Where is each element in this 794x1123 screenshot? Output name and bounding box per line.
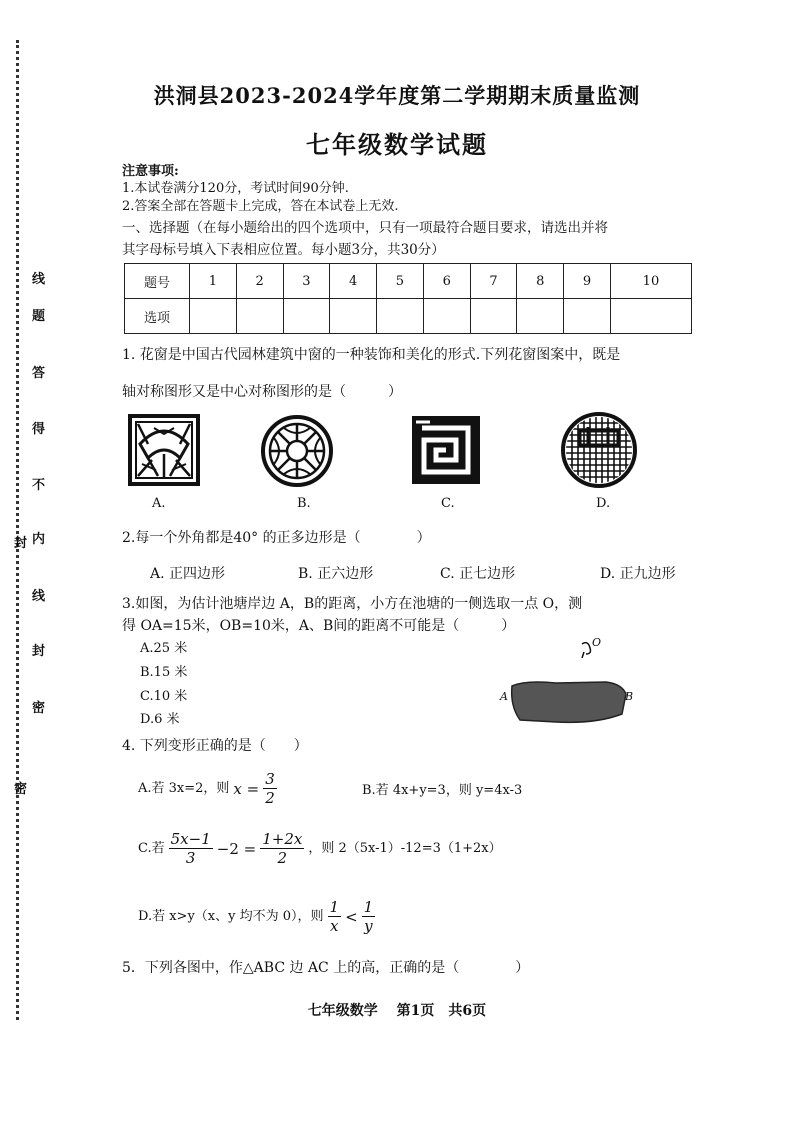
- question-number-cell: 1: [190, 264, 237, 299]
- notes-line: 1.本试卷满分120分，考试时间90分钟.: [122, 181, 349, 196]
- binding-dotted-line: [16, 40, 19, 1020]
- point-o-label: O: [592, 636, 602, 649]
- exam-subtitle: 七年级数学试题: [306, 130, 488, 159]
- option-c: C. 正七边形: [440, 566, 516, 582]
- notes-heading: 注意事项:: [122, 164, 179, 179]
- margin-char: 答: [32, 366, 46, 381]
- margin-char: 得: [32, 422, 46, 437]
- option-a: A. 正四边形: [150, 566, 226, 582]
- option-a: [138, 770, 277, 807]
- option-c-text: C.若: [138, 840, 165, 856]
- denominator: 2: [265, 789, 275, 807]
- answer-cell[interactable]: [236, 299, 283, 334]
- option-c: [138, 830, 502, 867]
- option-b-label: B.: [297, 496, 311, 511]
- lattice-window-d-figure: [560, 411, 638, 489]
- question-number-cell: 9: [564, 264, 611, 299]
- answer-cell[interactable]: [190, 299, 237, 334]
- answer-cell[interactable]: [377, 299, 424, 334]
- question-2-stem: 2.每一个外角都是40° 的正多边形是（ ）: [122, 530, 431, 546]
- question-1-stem: 1. 花窗是中国古代园林建筑中窗的一种装饰和美化的形式.下列花窗图案中，既是: [122, 347, 621, 363]
- denominator: 3: [185, 849, 196, 867]
- option-d-label: D.: [596, 496, 611, 511]
- fraction: [362, 898, 376, 935]
- answer-cell[interactable]: [470, 299, 517, 334]
- answer-table: [124, 263, 692, 334]
- option-c-label: C.: [441, 496, 455, 511]
- margin-char: 线: [32, 589, 46, 604]
- option-b: B.15 米: [140, 665, 188, 680]
- option-d: [138, 898, 375, 935]
- option-b: B. 正六边形: [298, 566, 374, 582]
- option-d: D. 正九边形: [600, 566, 676, 582]
- notes-line: 2.答案全部在答题卡上完成，答在本试卷上无效.: [122, 199, 399, 214]
- point-b-label: B: [625, 690, 634, 703]
- option-c-suffix: ，则 2（5x-1）-12=3（1+2x）: [308, 840, 502, 856]
- less-than-sign: <: [345, 907, 358, 926]
- lattice-window-c-figure: [410, 414, 482, 486]
- section-intro: 一、选择题（在每小题给出的四个选项中，只有一项最符合题目要求，请选出并将: [122, 220, 608, 236]
- fraction: [328, 898, 342, 935]
- answer-table-row: [125, 299, 692, 334]
- numerator: 1: [329, 898, 340, 916]
- answer-table-row: [125, 264, 692, 299]
- answer-cell[interactable]: [610, 299, 691, 334]
- option-c-operator: −2 =: [216, 839, 257, 858]
- table-header-cell: 选项: [125, 299, 190, 334]
- option-a-text: A.若 3x=2，则: [138, 780, 230, 796]
- question-number-cell: 7: [470, 264, 517, 299]
- section-intro: 其字母标号填入下表相应位置。每小题3分，共30分）: [122, 242, 445, 258]
- answer-cell[interactable]: [517, 299, 564, 334]
- question-3-stem: 3.如图，为估计池塘岸边 A，B的距离，小方在池塘的一侧选取一点 O，测: [122, 596, 583, 612]
- margin-char: 密: [32, 701, 46, 716]
- option-c: C.10 米: [140, 689, 188, 704]
- question-number-cell: 4: [330, 264, 377, 299]
- question-4-stem: 4. 下列变形正确的是（ ）: [122, 738, 308, 754]
- numerator: 1: [363, 898, 374, 916]
- margin-char: 封: [14, 536, 28, 551]
- denominator: x: [330, 917, 339, 935]
- numerator: 5x−1: [170, 830, 211, 848]
- page-footer: 七年级数学 第1页 共6页: [307, 1003, 487, 1019]
- question-1-stem: 轴对称图形又是中心对称图形的是（ ）: [122, 384, 402, 400]
- fraction: [169, 830, 213, 867]
- margin-char: 题: [32, 309, 46, 324]
- answer-cell[interactable]: [330, 299, 377, 334]
- margin-char: 线: [32, 272, 46, 287]
- fraction: [260, 830, 304, 867]
- option-d-text: D.若 x>y（x、y 均不为 0），则: [138, 908, 324, 924]
- exam-title: 洪洞县2023-2024学年度第二学期期末质量监测: [153, 83, 641, 108]
- denominator: y: [364, 917, 373, 935]
- table-header-cell: 题号: [125, 264, 190, 299]
- question-number-cell: 3: [283, 264, 330, 299]
- question-number-cell: 2: [236, 264, 283, 299]
- option-d: D.6 米: [140, 712, 180, 727]
- option-a-label: A.: [152, 496, 166, 511]
- margin-char: 封: [32, 644, 46, 659]
- option-a-variable: x =: [233, 779, 260, 798]
- question-5-stem: 5．下列各图中，作△ABC 边 AC 上的高，正确的是（ ）: [122, 960, 530, 976]
- denominator: 2: [277, 849, 288, 867]
- answer-cell[interactable]: [423, 299, 470, 334]
- answer-cell[interactable]: [283, 299, 330, 334]
- question-number-cell: 5: [377, 264, 424, 299]
- question-3-stem: 得 OA=15米，OB=10米，A、B间的距离不可能是（ ）: [122, 618, 516, 634]
- margin-char: 不: [32, 478, 46, 493]
- fraction: [263, 770, 277, 807]
- numerator: 1+2x: [262, 830, 303, 848]
- margin-char: 密: [14, 782, 28, 797]
- numerator: 3: [265, 770, 275, 788]
- pond-figure: [496, 636, 636, 732]
- answer-cell[interactable]: [564, 299, 611, 334]
- option-a: A.25 米: [140, 641, 188, 656]
- lattice-window-a-figure: [128, 414, 200, 486]
- option-b: B.若 4x+y=3，则 y=4x-3: [362, 783, 523, 798]
- question-number-cell: 8: [517, 264, 564, 299]
- question-number-cell: 10: [610, 264, 691, 299]
- lattice-window-b-figure: [260, 414, 334, 488]
- margin-char: 内: [32, 532, 46, 547]
- point-a-label: A: [500, 690, 508, 703]
- question-number-cell: 6: [423, 264, 470, 299]
